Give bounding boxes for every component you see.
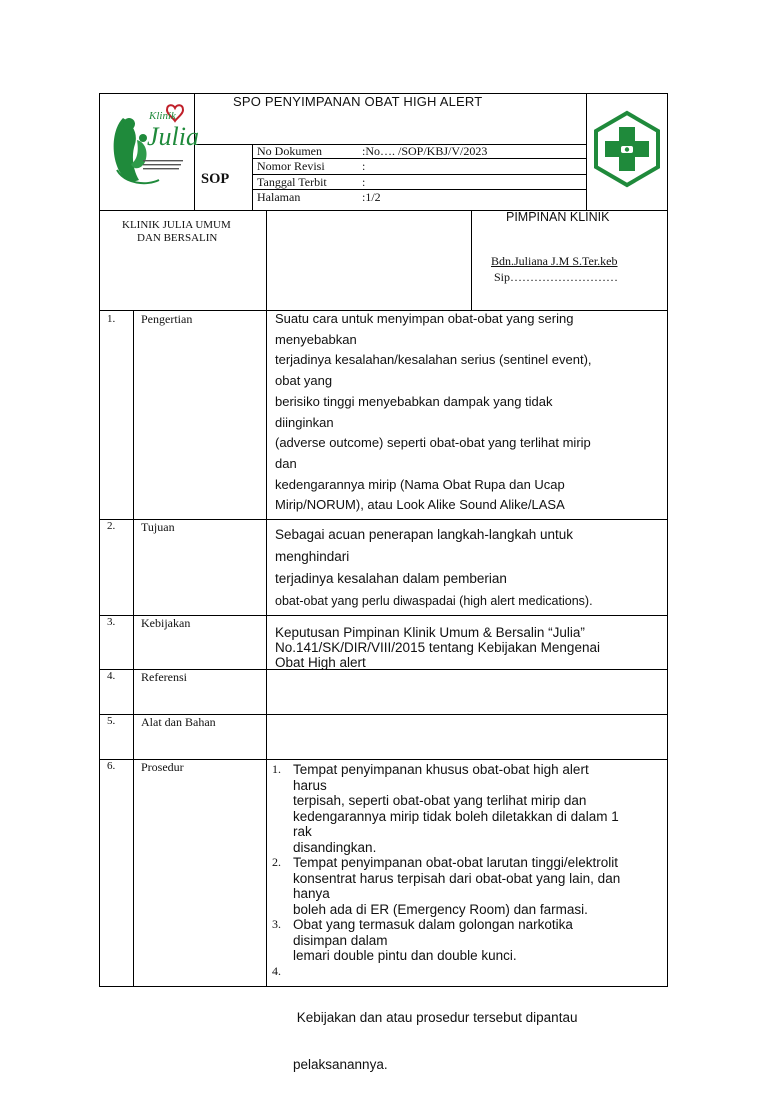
body-line: (adverse outcome) seperti obat-obat yang terlihat mirip (275, 433, 592, 454)
procedure-line: Tempat penyimpanan khusus obat-obat high alert (293, 762, 662, 778)
body-line: diinginkan (275, 413, 592, 434)
clinic-name-line1: KLINIK JULIA UMUM (122, 219, 231, 231)
body-line: No.141/SK/DIR/VIII/2015 tentang Kebijakan Mengenai (275, 640, 600, 655)
procedure-line: Tempat penyimpanan obat-obat larutan tinggi/elektrolit (293, 855, 662, 871)
procedure-number: 1. (272, 762, 281, 778)
sig-divider-2 (471, 210, 472, 311)
logo-word-top: Klinik (149, 110, 176, 122)
section-label: Kebijakan (141, 616, 190, 631)
section-label: Tujuan (141, 520, 175, 535)
procedure-number: 4. (272, 964, 281, 980)
num-col-divider (133, 310, 134, 987)
procedure-line: terpisah, seperti obat-obat yang terlihat mirip dan (293, 793, 662, 809)
procedure-line: boleh ada di ER (Emergency Room) dan farmasi. (293, 902, 662, 918)
procedure-line: Kebijakan dan atau prosedur tersebut dipantau (293, 1010, 662, 1026)
body-line: terjadinya kesalahan dalam pemberian (275, 568, 593, 590)
leader-sip: Sip……………………… (494, 270, 618, 285)
leader-name: Bdn.Juliana J.M S.Ter.keb (491, 254, 618, 269)
body-line: menyebabkan (275, 330, 592, 351)
procedure-line: Obat yang termasuk dalam golongan narkotika (293, 917, 662, 933)
procedure-line: disandingkan. (293, 840, 662, 856)
procedure-number: 2. (272, 855, 281, 871)
label-col-divider (266, 310, 267, 987)
sop-divider (252, 144, 253, 210)
section-number: 6. (107, 760, 115, 772)
meta-label-issue-date: Tanggal Terbit (257, 175, 327, 190)
body-line: Mirip/NORUM), atau Look Alike Sound Alike/LASA (275, 495, 592, 516)
procedure-line: pelaksanannya. (293, 1057, 662, 1073)
clinic-name-line2: DAN BERSALIN (137, 232, 217, 244)
section-number: 3. (107, 616, 115, 628)
procedure-item (272, 917, 662, 964)
body-line: menghindari (275, 546, 593, 568)
procedure-line: rak (293, 824, 662, 840)
frame-right (667, 93, 668, 987)
sop-label: SOP (201, 171, 229, 188)
procedure-line: harus (293, 778, 662, 794)
procedure-line: disimpan dalam (293, 933, 662, 949)
section-number: 4. (107, 670, 115, 682)
procedure-line: kedengarannya mirip tidak boleh diletakkan di dalam 1 (293, 809, 662, 825)
procedure-item (272, 855, 662, 917)
leader-title: PIMPINAN KLINIK (506, 210, 610, 224)
procedure-item (272, 964, 662, 1103)
logo-word-main: Julia (147, 122, 199, 152)
section-body (275, 309, 592, 516)
row-line-1 (99, 519, 668, 520)
section-number: 1. (107, 313, 115, 325)
section-label: Referensi (141, 670, 187, 685)
section-number: 2. (107, 520, 115, 532)
frame-left (99, 93, 100, 987)
meta-label-doc-number: No Dokumen (257, 144, 322, 159)
procedure-number: 3. (272, 917, 281, 933)
body-line: dan (275, 454, 592, 475)
body-line: terjadinya kesalahan/kesalahan serius (sentinel event), (275, 350, 592, 371)
section-body (275, 625, 600, 670)
row-line-5 (99, 759, 668, 760)
procedure-item (272, 762, 662, 855)
body-line: obat-obat yang perlu diwaspadai (high alert medications). (275, 590, 593, 612)
document-title: SPO PENYIMPANAN OBAT HIGH ALERT (233, 94, 482, 109)
section-label: Prosedur (141, 760, 184, 775)
body-line: obat yang (275, 371, 592, 392)
procedure-line: lemari double pintu dan double kunci. (293, 948, 662, 964)
sig-divider-1 (266, 210, 267, 311)
body-line: Sebagai acuan penerapan langkah-langkah untuk (275, 524, 593, 546)
meta-value-issue-date: : (362, 175, 365, 190)
body-line: Suatu cara untuk menyimpan obat-obat yang sering (275, 309, 592, 330)
section-label: Pengertian (141, 312, 192, 327)
meta-value-revision: : (362, 159, 365, 174)
header-divider-2 (586, 93, 587, 210)
body-line: kedengarannya mirip (Nama Obat Rupa dan Ucap (275, 475, 592, 496)
body-line: berisiko tinggi menyebabkan dampak yang tidak (275, 392, 592, 413)
section-number: 5. (107, 715, 115, 727)
meta-value-doc-number: :No…. /SOP/KBJ/V/2023 (362, 144, 487, 159)
procedure-line: hanya (293, 886, 662, 902)
green-cross-logo (592, 110, 662, 188)
meta-value-page: :1/2 (362, 190, 381, 205)
procedure-list (272, 762, 662, 1103)
body-line: Keputusan Pimpinan Klinik Umum & Bersalin “Julia” (275, 625, 600, 640)
body-line: Obat High alert (275, 655, 600, 670)
section-body (275, 524, 593, 612)
section-label: Alat dan Bahan (141, 715, 216, 730)
meta-label-page: Halaman (257, 190, 300, 205)
procedure-line: konsentrat harus terpisah dari obat-obat yang lain, dan (293, 871, 662, 887)
klinik-julia-logo (103, 100, 191, 192)
meta-label-revision: Nomor Revisi (257, 159, 325, 174)
